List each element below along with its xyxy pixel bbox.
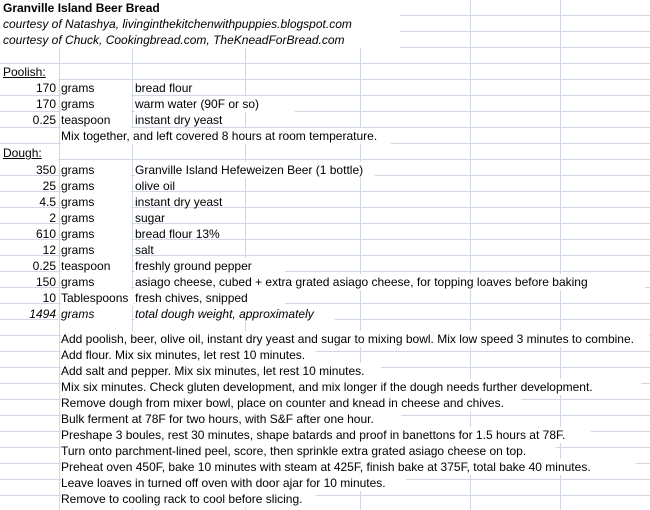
ingredient-row[interactable] [0, 194, 650, 210]
note-row[interactable] [0, 128, 650, 144]
step-row[interactable] [0, 331, 650, 347]
unit: Tablespoons [61, 290, 134, 306]
step-text: Leave loaves in turned off oven with door ajar for 10 minutes. [61, 475, 406, 491]
quantity: 350 [35, 163, 56, 177]
ingredient-row[interactable] [0, 290, 650, 306]
quantity: 170 [35, 81, 56, 95]
ingredient-row[interactable] [0, 210, 650, 226]
quantity: 10 [42, 291, 56, 305]
unit: grams [61, 274, 131, 290]
ingredient-row[interactable] [0, 274, 650, 290]
recipe-title: Granville Island Beer Bread [3, 1, 160, 15]
quantity: 610 [35, 227, 56, 241]
credit-row[interactable] [0, 32, 400, 48]
unit: grams [61, 96, 131, 112]
step-row[interactable] [0, 395, 650, 411]
step-row[interactable] [0, 411, 650, 427]
step-row[interactable] [0, 363, 650, 379]
credit-natashya: courtesy of Natashya, livinginthekitchenwithpuppies.blogspot.com [3, 17, 352, 31]
ingredient-row[interactable] [0, 162, 650, 178]
ingredient: freshly ground pepper [135, 258, 285, 274]
ingredient: sugar [135, 211, 166, 225]
unit: grams [61, 194, 131, 210]
ingredient-row[interactable] [0, 96, 650, 112]
unit: grams [61, 210, 131, 226]
poolish-label: Poolish: [3, 65, 46, 79]
unit: grams [61, 226, 131, 242]
quantity: 170 [35, 97, 56, 111]
ingredient: salt [135, 243, 154, 257]
step-row[interactable] [0, 491, 650, 507]
step-text: Turn onto parchment-lined peel, score, then sprinkle extra grated asiago cheese on top. [61, 443, 556, 459]
ingredient: Granville Island Hefeweizen Beer (1 bottle) [135, 162, 375, 178]
step-text: Add salt and pepper. Mix six minutes, let rest 10 minutes. [61, 363, 381, 379]
total-unit: grams [61, 306, 131, 322]
credit-row[interactable] [0, 16, 400, 32]
ingredient-row[interactable] [0, 112, 650, 128]
step-text: Mix six minutes. Check gluten development, and mix longer if the dough needs further development. [61, 379, 641, 395]
total-quantity: 1494 [29, 307, 56, 321]
quantity: 2 [49, 211, 56, 225]
unit: grams [61, 80, 131, 96]
step-text: Bulk ferment at 78F for two hours, with S&F after one hour. [61, 411, 401, 427]
ingredient: instant dry yeast [135, 195, 223, 209]
section-row[interactable] [0, 145, 58, 161]
step-text: Remove dough from mixer bowl, place on counter and knead in cheese and chives. [61, 395, 521, 411]
dough-label: Dough: [3, 146, 42, 160]
step-row[interactable] [0, 475, 650, 491]
unit: teaspoon [61, 258, 131, 274]
step-text: Remove to cooling rack to cool before slicing. [61, 491, 316, 507]
step-text: Preshape 3 boules, rest 30 minutes, shape batards and proof in banettons for 1.5 hours at 78F. [61, 427, 591, 443]
ingredient-row[interactable] [0, 258, 650, 274]
poolish-note: Mix together, and left covered 8 hours at room temperature. [61, 128, 391, 144]
step-row[interactable] [0, 443, 650, 459]
unit: grams [61, 162, 131, 178]
step-row[interactable] [0, 459, 650, 475]
title-row[interactable] [0, 0, 400, 16]
step-row[interactable] [0, 347, 650, 363]
step-text: Preheat oven 450F, bake 10 minutes with steam at 425F, finish bake at 375F, total bake 40 minutes. [61, 459, 636, 475]
ingredient: olive oil [135, 179, 176, 193]
quantity: 0.25 [32, 259, 56, 273]
ingredient: bread flour 13% [135, 227, 220, 241]
quantity: 12 [42, 243, 56, 257]
total-label: total dough weight, approximately [135, 306, 335, 322]
quantity: 0.25 [32, 113, 56, 127]
step-row[interactable] [0, 427, 650, 443]
ingredient-row[interactable] [0, 178, 650, 194]
quantity: 150 [35, 275, 56, 289]
ingredient-row[interactable] [0, 80, 650, 96]
credit-chuck: courtesy of Chuck, Cookingbread.com, TheKneadForBread.com [3, 33, 345, 47]
step-row[interactable] [0, 379, 650, 395]
step-text: Add poolish, beer, olive oil, instant dry yeast and sugar to mixing bowl. Mix low speed 3 minutes to combine. [61, 331, 649, 347]
ingredient: warm water (90F or so) [135, 96, 295, 112]
section-row[interactable] [0, 64, 58, 80]
unit: grams [61, 178, 131, 194]
unit: grams [61, 242, 131, 258]
ingredient: fresh chives, snipped [135, 290, 285, 306]
ingredient-row[interactable] [0, 226, 650, 242]
ingredient: bread flour [135, 81, 193, 95]
total-row[interactable] [0, 306, 650, 322]
ingredient-row[interactable] [0, 242, 650, 258]
ingredient: instant dry yeast [135, 113, 223, 127]
unit: teaspoon [61, 112, 131, 128]
step-text: Add flour. Mix six minutes, let rest 10 minutes. [61, 347, 316, 363]
ingredient: asiago cheese, cubed + extra grated asiago cheese, for topping loaves before baking [135, 274, 645, 290]
quantity: 25 [42, 179, 56, 193]
quantity: 4.5 [39, 195, 56, 209]
